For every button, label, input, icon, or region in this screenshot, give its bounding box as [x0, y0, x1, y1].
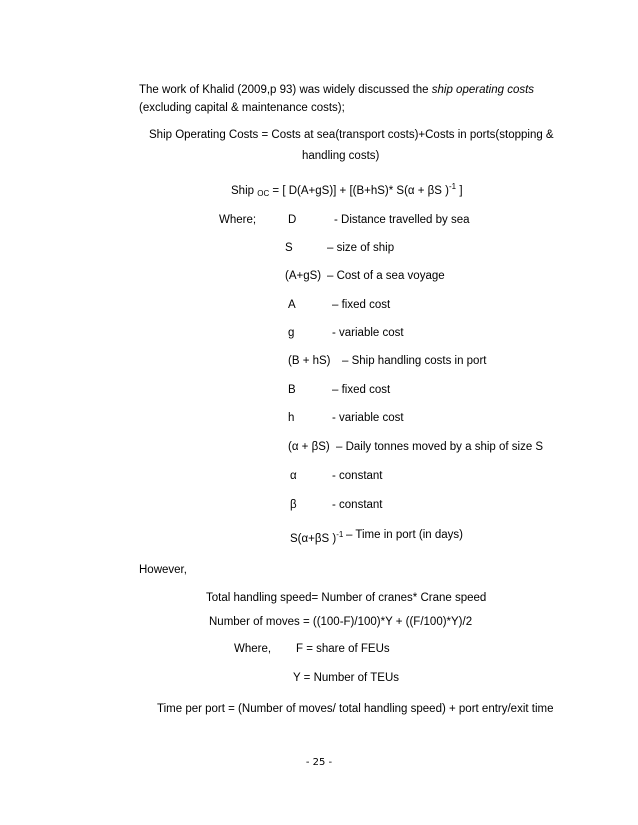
- variable-description: – Time in port (in days): [346, 529, 463, 541]
- page-number: - 25 -: [305, 757, 333, 768]
- formula-suffix: ]: [456, 185, 463, 197]
- formula-subscript: OC: [257, 189, 270, 198]
- variable-symbol: S: [285, 242, 293, 254]
- where-label: Where;: [219, 214, 257, 226]
- variable-symbol: g: [288, 327, 295, 339]
- f-definition: F = share of FEUs: [296, 643, 390, 655]
- y-definition: Y = Number of TEUs: [293, 672, 399, 684]
- variable-symbol: (B + hS): [288, 355, 331, 367]
- variable-description: – Daily tonnes moved by a ship of size S: [336, 441, 544, 453]
- formula-body: = [ D(A+gS)] + [(B+hS)* S(α + βS ): [269, 185, 449, 197]
- variable-symbol: D: [288, 214, 297, 226]
- ship-oc-formula: [231, 180, 463, 201]
- variable-description: – fixed cost: [332, 384, 391, 396]
- handling-speed-formula: Total handling speed= Number of cranes* Crane speed: [206, 592, 487, 604]
- formula-superscript: -1: [449, 182, 457, 191]
- definition-line-1: Ship Operating Costs = Costs at sea(transport costs)+Costs in ports(stopping &: [149, 129, 554, 141]
- intro-emphasis: ship operating costs: [431, 84, 535, 96]
- time-in-port-superscript: -1: [336, 530, 344, 539]
- variable-symbol: B: [288, 384, 296, 396]
- variable-symbol: (A+gS): [285, 270, 322, 282]
- variable-description: - constant: [332, 499, 383, 511]
- however-label: However,: [139, 564, 187, 576]
- variable-description: – Cost of a sea voyage: [327, 270, 445, 282]
- variable-description: - constant: [332, 470, 383, 482]
- variable-description: – Ship handling costs in port: [342, 355, 487, 367]
- intro-line-2: (excluding capital & maintenance costs);: [139, 102, 345, 114]
- definition-line-2: handling costs): [302, 150, 380, 162]
- where2-label: Where,: [234, 643, 272, 655]
- variable-symbol: β: [290, 499, 297, 511]
- variable-description: – size of ship: [327, 242, 395, 254]
- moves-formula: Number of moves = ((100-F)/100)*Y + ((F/100)*Y)/2: [209, 616, 473, 628]
- variable-description: – fixed cost: [332, 299, 391, 311]
- variable-symbol: [290, 528, 343, 546]
- intro-text: The work of Khalid (2009,p 93) was widely discussed the: [139, 84, 432, 96]
- variable-symbol: A: [288, 299, 296, 311]
- variable-description: - variable cost: [332, 327, 404, 339]
- time-per-port-formula: Time per port = (Number of moves/ total handling speed) + port entry/exit time: [157, 703, 554, 715]
- variable-description: - variable cost: [332, 412, 404, 424]
- variable-symbol: α: [290, 470, 297, 482]
- variable-symbol: h: [288, 412, 295, 424]
- time-in-port-symbol: S(α+βS ): [290, 533, 337, 545]
- variable-description: - Distance travelled by sea: [334, 214, 470, 226]
- formula-prefix: Ship: [231, 185, 255, 197]
- variable-symbol: (α + βS): [288, 441, 330, 453]
- intro-line-1: [139, 83, 534, 97]
